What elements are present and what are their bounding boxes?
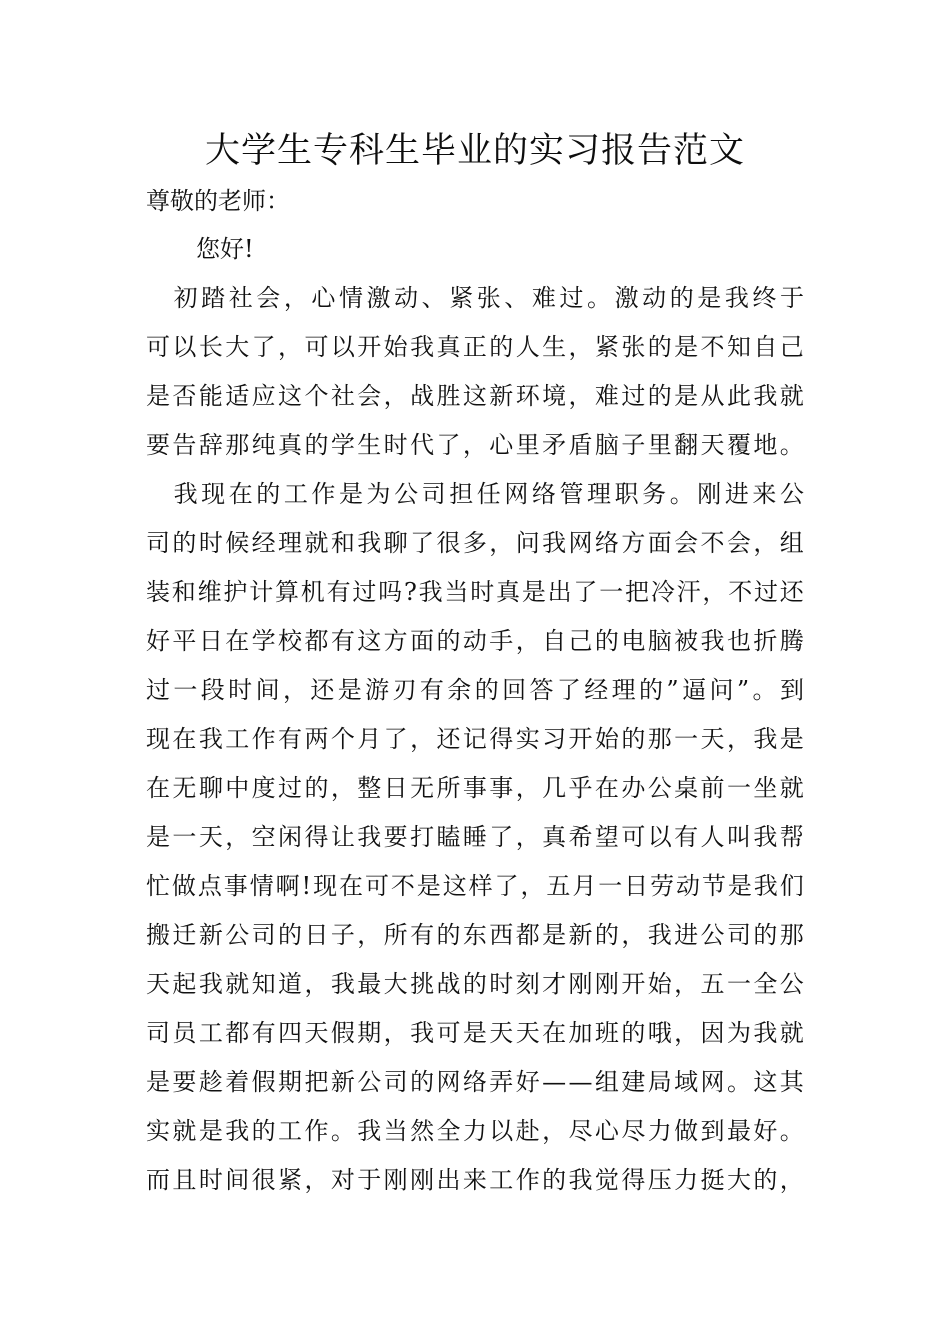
paragraph-line: 初 踏 社 会 ， 心 情 激 动 、 紧 张 、 难 过 。 激 动 的 是 我 终 于 [173, 284, 804, 312]
paragraph-line: 是 一 天 ， 空 闲 得 让 我 要 打 瞌 睡 了 ， 真 希 望 可 以 有 人 叫 我 帮 [146, 823, 804, 851]
paragraph-line: 可 以 长 大 了 ， 可 以 开 始 我 真 正 的 人 生 ， 紧 张 的 是 不 知 自 己 [146, 333, 804, 361]
paragraph-line: 是 要 趁 着 假 期 把 新 公 司 的 网 络 弄 好 — — 组 建 局 域 网 。 这 其 [146, 1068, 804, 1096]
paragraph-line: 现 在 我 工 作 有 两 个 月 了 ， 还 记 得 实 习 开 始 的 那 一 天 ， 我 是 [146, 725, 804, 753]
paragraph-line: 过 一 段 时 间 ， 还 是 游 刃 有 余 的 回 答 了 经 理 的 ” 逼 问 ” 。 到 [146, 676, 804, 704]
paragraph-line: 而 且 时 间 很 紧 ， 对 于 刚 刚 出 来 工 作 的 我 觉 得 压 力 挺 大 的 ， [146, 1166, 804, 1194]
salutation: 尊敬的老师： [146, 187, 290, 215]
document-title: 大学生专科生毕业的实习报告范文 [204, 131, 745, 171]
paragraph-line: 我 现 在 的 工 作 是 为 公 司 担 任 网 络 管 理 职 务 。 刚 进 来 公 [173, 480, 804, 508]
paragraph-line: 在 无 聊 中 度 过 的 ， 整 日 无 所 事 事 ， 几 乎 在 办 公 桌 前 一 坐 就 [146, 774, 804, 802]
paragraph-line: 实 就 是 我 的 工 作 。 我 当 然 全 力 以 赴 ， 尽 心 尽 力 做 到 最 好 。 [146, 1117, 804, 1145]
paragraph-line: 好 平 日 在 学 校 都 有 这 方 面 的 动 手 ， 自 己 的 电 脑 被 我 也 折 腾 [146, 627, 804, 655]
paragraph-line: 要 告 辞 那 纯 真 的 学 生 时 代 了 ， 心 里 矛 盾 脑 子 里 翻 天 覆 地 。 [146, 431, 804, 459]
greeting: 您好! [196, 235, 254, 263]
paragraph-line: 是 否 能 适 应 这 个 社 会 ， 战 胜 这 新 环 境 ， 难 过 的 是 从 此 我 就 [146, 382, 804, 410]
paragraph-line: 装 和 维 护 计 算 机 有 过 吗 ? 我 当 时 真 是 出 了 一 把 冷 汗 ， 不 过 还 [146, 578, 804, 606]
paragraph-line: 忙 做 点 事 情 啊 ! 现 在 可 不 是 这 样 了 ， 五 月 一 日 劳 动 节 是 我 们 [146, 872, 804, 900]
paragraph-line: 搬 迁 新 公 司 的 日 子 ， 所 有 的 东 西 都 是 新 的 ， 我 进 公 司 的 那 [146, 921, 804, 949]
paragraph-line: 司 员 工 都 有 四 天 假 期 ， 我 可 是 天 天 在 加 班 的 哦 ， 因 为 我 就 [146, 1019, 804, 1047]
paragraph-line: 天 起 我 就 知 道 ， 我 最 大 挑 战 的 时 刻 才 刚 刚 开 始 ， 五 一 全 公 [146, 970, 804, 998]
paragraph-line: 司 的 时 候 经 理 就 和 我 聊 了 很 多 ， 问 我 网 络 方 面 会 不 会 ， 组 [146, 529, 804, 557]
